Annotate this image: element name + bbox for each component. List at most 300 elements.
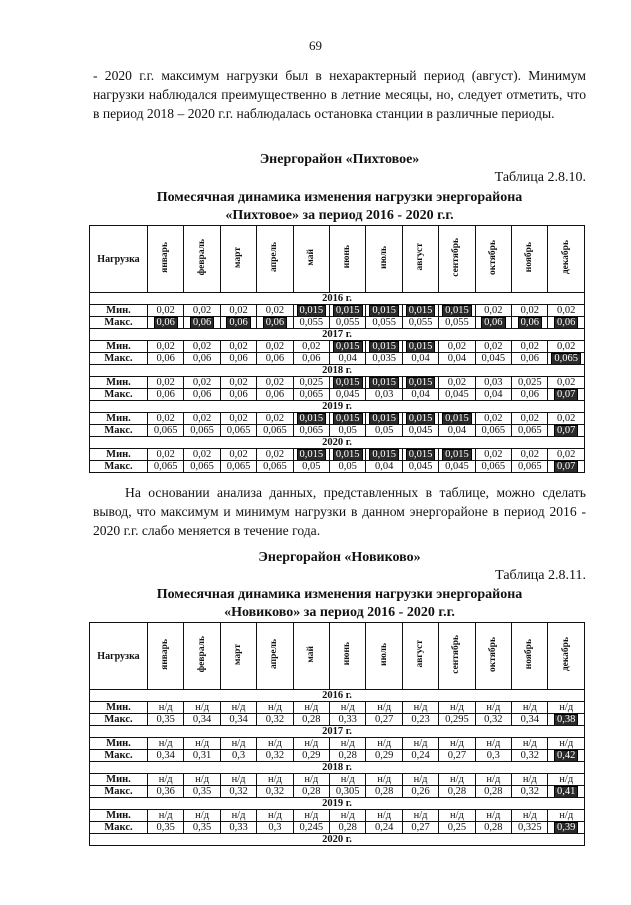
cell-value: 0,065 [299, 425, 324, 436]
table-row [90, 413, 585, 425]
cell-value: н/д [158, 810, 173, 821]
min-row-label: Мин. [90, 305, 148, 317]
max-row-label: Макс. [90, 822, 148, 834]
year-row-label: 2017 г. [90, 329, 585, 341]
table-cell [366, 702, 402, 714]
table-cell [293, 774, 329, 786]
load-table-pihtovoe [89, 225, 585, 473]
table-cell [330, 786, 366, 798]
cell-value: н/д [522, 702, 537, 713]
table-cell [184, 413, 220, 425]
cell-value: н/д [231, 702, 246, 713]
cell-value: 0,24 [411, 750, 430, 761]
cell-value: 0,02 [156, 413, 175, 424]
table-row [90, 822, 585, 834]
cell-value: 0,32 [265, 786, 285, 797]
header-month-label: июль [378, 245, 389, 269]
header-month-label: ноябрь [524, 241, 535, 273]
year-row-label: 2018 г. [90, 762, 585, 774]
table-cell [293, 317, 329, 329]
table-cell [548, 413, 585, 425]
table-cell [330, 305, 366, 317]
min-row-label: Мин. [90, 702, 148, 714]
cell-value: 0,015 [335, 341, 360, 352]
header-month [366, 226, 402, 293]
cell-value: 0,02 [265, 413, 285, 424]
cell-value: 0,04 [411, 353, 430, 364]
cell-value: 0,05 [338, 461, 357, 472]
table-cell [293, 305, 329, 317]
page-number: 69 [309, 38, 322, 53]
table-cell [257, 449, 293, 461]
header-month-label: июнь [342, 245, 353, 269]
cell-value: н/д [158, 738, 173, 749]
table-cell [257, 425, 293, 437]
table-title-novikovo [93, 586, 586, 622]
year-row-label: 2020 г. [90, 834, 585, 846]
table-cell [366, 449, 402, 461]
cell-value: 0,28 [374, 786, 394, 797]
table-cell [366, 341, 402, 353]
table-cell [330, 810, 366, 822]
table-cell [548, 750, 585, 762]
cell-value: 0,33 [338, 714, 357, 725]
table-cell [293, 425, 329, 437]
cell-value: н/д [195, 774, 210, 785]
table-cell [257, 786, 293, 798]
header-month-label: ноябрь [524, 638, 535, 670]
table-cell [293, 413, 329, 425]
cell-value: н/д [450, 774, 464, 785]
table-cell [148, 738, 184, 750]
year-row-label: 2019 г. [90, 401, 585, 413]
min-row-label: Мин. [90, 738, 148, 750]
cell-value: н/д [267, 810, 282, 821]
table-title-line1: Помесячная динамика изменения нагрузки энергорайона [156, 190, 523, 205]
cell-value: 0,06 [229, 389, 248, 400]
table-cell [512, 714, 548, 726]
cell-value: 0,065 [153, 425, 178, 436]
header-month [220, 226, 256, 293]
table-cell [293, 750, 329, 762]
cell-value: 0,02 [229, 413, 248, 424]
header-month [293, 623, 329, 690]
cell-value: 0,27 [411, 822, 430, 833]
min-row-label: Мин. [90, 413, 148, 425]
cell-value: 0,02 [557, 377, 576, 388]
header-load: Нагрузка [90, 623, 148, 690]
table-cell [366, 786, 402, 798]
table-cell [184, 810, 220, 822]
cell-value: 0,07 [557, 425, 576, 436]
cell-value: 0,3 [268, 822, 282, 833]
cell-value: 0,06 [192, 317, 212, 328]
cell-value: 0,35 [192, 822, 212, 833]
table-cell [512, 425, 548, 437]
max-row-label: Макс. [90, 317, 148, 329]
table-cell [366, 413, 402, 425]
min-row-label: Мин. [90, 341, 148, 353]
cell-value: 0,02 [447, 341, 467, 352]
cell-value: 0,065 [263, 461, 287, 472]
table-cell [439, 702, 475, 714]
header-month-label: январь [160, 241, 171, 273]
cell-value: 0,32 [520, 786, 539, 797]
cell-value: 0,02 [229, 449, 248, 460]
cell-value: н/д [231, 810, 246, 821]
cell-value: н/д [195, 810, 210, 821]
cell-value: 0,065 [517, 425, 542, 436]
cell-value: 0,065 [226, 461, 251, 472]
header-month-label: май [305, 248, 316, 266]
header-month-label: апрель [269, 242, 280, 272]
cell-value: 0,02 [265, 305, 285, 316]
cell-value: 0,02 [156, 449, 175, 460]
table-cell [402, 353, 438, 365]
table-cell [548, 702, 585, 714]
header-month [148, 623, 184, 690]
cell-value: 0,24 [374, 822, 394, 833]
table-cell [402, 810, 438, 822]
cell-value: н/д [304, 810, 319, 821]
cell-value: 0,29 [302, 750, 321, 761]
load-table-novikovo [89, 622, 585, 846]
cell-value: 0,38 [557, 714, 576, 725]
table-cell [512, 389, 548, 401]
table-cell [366, 389, 402, 401]
cell-value: 0,32 [520, 750, 539, 761]
max-row-label: Макс. [90, 786, 148, 798]
table-cell [293, 810, 329, 822]
cell-value: 0,06 [156, 317, 175, 328]
cell-value: 0,02 [229, 305, 248, 316]
header-month [293, 226, 329, 293]
table-cell [548, 305, 585, 317]
cell-value: 0,26 [411, 786, 430, 797]
cell-value: 0,02 [229, 377, 248, 388]
table-cell [548, 389, 585, 401]
table-cell [293, 377, 329, 389]
cell-value: 0,06 [302, 353, 321, 364]
cell-value: н/д [486, 702, 501, 713]
table-cell [548, 738, 585, 750]
table-cell [512, 738, 548, 750]
table-cell [402, 774, 438, 786]
cell-value: 0,02 [156, 341, 175, 352]
table-cell [220, 425, 256, 437]
cell-value: 0,05 [374, 425, 394, 436]
table-cell [402, 461, 438, 473]
cell-value: н/д [340, 810, 355, 821]
cell-value: 0,015 [408, 449, 433, 460]
table-cell [220, 774, 256, 786]
min-row-label: Мин. [90, 774, 148, 786]
table-cell [366, 738, 402, 750]
table-cell [293, 702, 329, 714]
cell-value: 0,015 [299, 449, 324, 460]
year-row-label: 2016 г. [90, 690, 585, 702]
table-cell [184, 341, 220, 353]
table-title-line1: Помесячная динамика изменения нагрузки энергорайона [156, 587, 523, 602]
cell-value: 0,39 [557, 822, 576, 833]
header-month [548, 623, 585, 690]
cell-value: 0,065 [153, 461, 178, 472]
cell-value: 0,055 [408, 317, 433, 328]
cell-value: 0,04 [447, 425, 467, 436]
cell-value: н/д [340, 702, 355, 713]
table-cell [220, 810, 256, 822]
cell-value: 0,02 [192, 377, 212, 388]
table-cell [366, 774, 402, 786]
table-cell [330, 750, 366, 762]
table-cell [184, 317, 220, 329]
table-cell [402, 425, 438, 437]
table-cell [512, 413, 548, 425]
cell-value: 0,015 [299, 305, 324, 316]
table-cell [293, 738, 329, 750]
table-cell [257, 389, 293, 401]
table-cell [257, 750, 293, 762]
cell-value: 0,34 [229, 714, 248, 725]
table-cell [330, 449, 366, 461]
table-cell [257, 317, 293, 329]
header-month-label: сентябрь [451, 237, 462, 277]
max-row-label: Макс. [90, 425, 148, 437]
cell-value: 0,31 [192, 750, 212, 761]
cell-value: 0,32 [265, 714, 285, 725]
table-cell [293, 786, 329, 798]
cell-value: 0,015 [372, 341, 396, 352]
cell-value: 0,28 [338, 822, 357, 833]
cell-value: 0,32 [265, 750, 285, 761]
cell-value: 0,02 [192, 341, 212, 352]
header-month-label: сентябрь [451, 634, 462, 674]
table-cell [439, 461, 475, 473]
table-cell [148, 714, 184, 726]
cell-value: 0,02 [520, 305, 539, 316]
table-cell [330, 413, 366, 425]
cell-value: н/д [267, 774, 282, 785]
table-cell [439, 413, 475, 425]
table-cell [220, 822, 256, 834]
cell-value: 0,025 [517, 377, 542, 388]
table-cell [330, 389, 366, 401]
table-cell [220, 461, 256, 473]
cell-value: 0,06 [520, 353, 539, 364]
cell-value: 0,28 [484, 822, 503, 833]
cell-value: 0,02 [484, 341, 503, 352]
cell-value: н/д [304, 702, 319, 713]
header-month [366, 623, 402, 690]
table-cell [366, 305, 402, 317]
cell-value: 0,015 [372, 305, 396, 316]
cell-value: 0,05 [338, 425, 357, 436]
cell-value: 0,23 [411, 714, 430, 725]
cell-value: 0,02 [265, 377, 285, 388]
table-cell [402, 341, 438, 353]
table-cell [257, 714, 293, 726]
cell-value: 0,065 [190, 425, 214, 436]
table-cell [330, 353, 366, 365]
cell-value: 0,06 [484, 317, 503, 328]
cell-value: н/д [377, 810, 392, 821]
cell-value: 0,305 [335, 786, 360, 797]
year-row-label: 2017 г. [90, 726, 585, 738]
cell-value: 0,29 [374, 750, 394, 761]
cell-value: 0,03 [484, 377, 503, 388]
header-month-label: июнь [342, 642, 353, 666]
cell-value: 0,03 [374, 389, 394, 400]
cell-value: 0,045 [445, 389, 469, 400]
cell-value: н/д [158, 774, 173, 785]
table-cell [148, 461, 184, 473]
min-row-label: Мин. [90, 377, 148, 389]
table-cell [548, 317, 585, 329]
table-cell [220, 377, 256, 389]
header-month-label: октябрь [487, 636, 498, 672]
table-cell [548, 461, 585, 473]
cell-value: 0,02 [156, 305, 175, 316]
cell-value: 0,32 [229, 786, 248, 797]
table-cell [366, 714, 402, 726]
cell-value: 0,04 [484, 389, 503, 400]
cell-value: 0,02 [520, 449, 539, 460]
cell-value: н/д [267, 702, 282, 713]
table-cell [184, 786, 220, 798]
cell-value: 0,25 [447, 822, 467, 833]
header-month [184, 623, 220, 690]
cell-value: 0,015 [372, 449, 396, 460]
table-cell [330, 822, 366, 834]
cell-value: 0,27 [447, 750, 467, 761]
cell-value: 0,28 [447, 786, 467, 797]
table-cell [366, 425, 402, 437]
header-month-label: январь [160, 638, 171, 670]
cell-value: 0,06 [229, 353, 248, 364]
table-cell [148, 750, 184, 762]
table-cell [475, 810, 511, 822]
table-cell [257, 810, 293, 822]
cell-value: 0,015 [445, 305, 469, 316]
header-month [548, 226, 585, 293]
cell-value: 0,015 [408, 341, 433, 352]
cell-value: н/д [522, 810, 537, 821]
table-cell [475, 750, 511, 762]
table-cell [548, 425, 585, 437]
cell-value: 0,015 [335, 305, 360, 316]
table-cell [548, 341, 585, 353]
table-cell [402, 317, 438, 329]
cell-value: н/д [450, 702, 464, 713]
table-cell [220, 305, 256, 317]
year-row-label: 2018 г. [90, 365, 585, 377]
cell-value: 0,02 [156, 377, 175, 388]
table-cell [184, 425, 220, 437]
cell-value: 0,015 [372, 413, 396, 424]
cell-value: 0,02 [557, 341, 576, 352]
cell-value: 0,06 [265, 353, 285, 364]
header-month [475, 623, 511, 690]
table-cell [402, 389, 438, 401]
table-row [90, 317, 585, 329]
year-row-label: 2020 г. [90, 437, 585, 449]
cell-value: н/д [413, 774, 428, 785]
cell-value: н/д [231, 738, 246, 749]
table-cell [439, 750, 475, 762]
header-month-label: май [305, 645, 316, 663]
cell-value: н/д [377, 774, 392, 785]
table-cell [475, 774, 511, 786]
table-cell [439, 449, 475, 461]
table-cell [330, 714, 366, 726]
table-cell [548, 786, 585, 798]
cell-value: н/д [559, 738, 574, 749]
header-month-label: март [233, 643, 244, 665]
table-cell [257, 353, 293, 365]
table-row [90, 738, 585, 750]
min-row-label: Мин. [90, 810, 148, 822]
cell-value: 0,28 [302, 714, 321, 725]
table-cell [439, 822, 475, 834]
table-cell [512, 810, 548, 822]
table-cell [366, 822, 402, 834]
table-cell [366, 461, 402, 473]
cell-value: 0,07 [557, 389, 576, 400]
cell-value: 0,065 [481, 425, 506, 436]
cell-value: н/д [195, 738, 210, 749]
header-month [439, 226, 475, 293]
table-cell [148, 774, 184, 786]
cell-value: н/д [413, 810, 428, 821]
cell-value: н/д [486, 738, 501, 749]
cell-value: 0,015 [335, 449, 360, 460]
table-cell [548, 822, 585, 834]
cell-value: 0,245 [299, 822, 324, 833]
cell-value: 0,02 [520, 413, 539, 424]
section-heading-pihtovoe: Энергорайон «Пихтовое» [259, 152, 420, 167]
table-cell [475, 413, 511, 425]
cell-value: 0,055 [299, 317, 324, 328]
table-cell [220, 702, 256, 714]
cell-value: 0,32 [484, 714, 503, 725]
table-cell [330, 317, 366, 329]
cell-value: 0,015 [445, 413, 469, 424]
table-cell [257, 738, 293, 750]
header-month-label: июль [378, 642, 389, 666]
table-cell [293, 449, 329, 461]
table-cell [439, 377, 475, 389]
table-row [90, 786, 585, 798]
header-month [330, 226, 366, 293]
cell-value: н/д [340, 738, 355, 749]
table-cell [148, 810, 184, 822]
table-title-line2: «Пихтовое» за период 2016 - 2020 г.г. [225, 208, 454, 223]
cell-value: 0,02 [484, 449, 503, 460]
cell-value: 0,27 [374, 714, 394, 725]
table-cell [402, 822, 438, 834]
table-cell [439, 317, 475, 329]
cell-value: 0,36 [156, 786, 175, 797]
cell-value: 0,015 [408, 377, 433, 388]
table-row [90, 702, 585, 714]
table-cell [475, 341, 511, 353]
cell-value: 0,015 [372, 377, 396, 388]
table-cell [293, 341, 329, 353]
cell-value: н/д [267, 738, 282, 749]
cell-value: 0,34 [156, 750, 175, 761]
table-cell [548, 714, 585, 726]
table-cell [330, 702, 366, 714]
